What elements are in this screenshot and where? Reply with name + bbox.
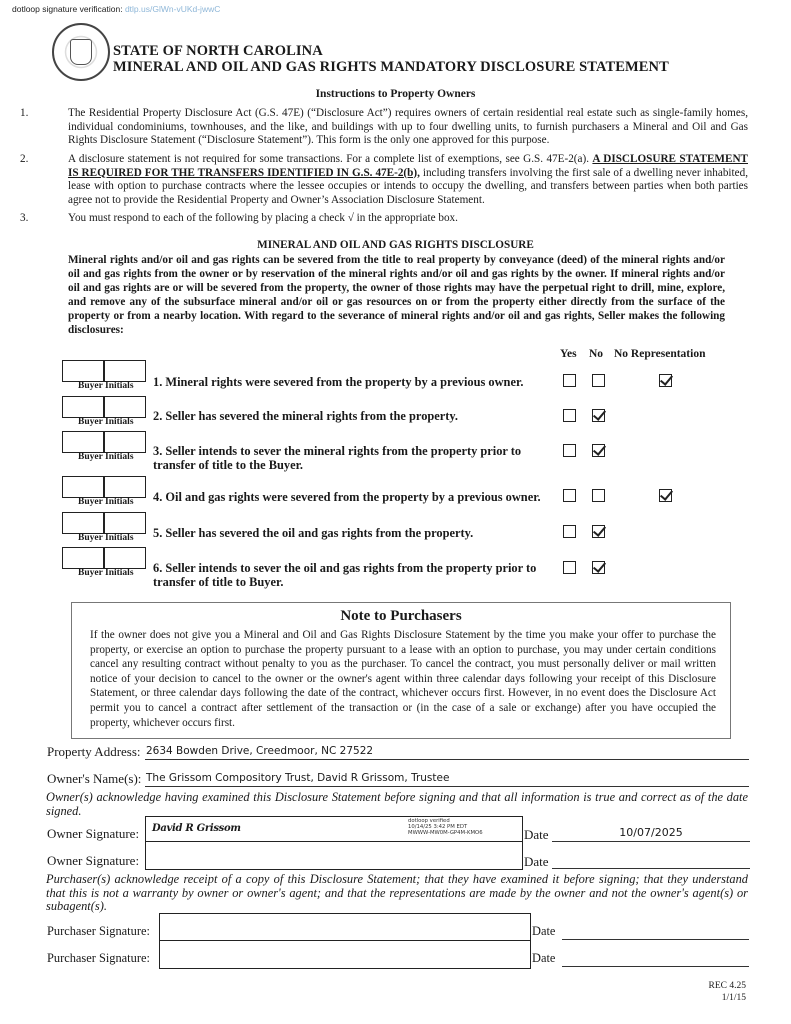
buyer-initial-box[interactable] bbox=[104, 360, 146, 382]
owner-signature-2-label: Owner Signature: bbox=[47, 853, 140, 868]
verification-link[interactable]: dtlp.us/GlWn-vUKd-jwwC bbox=[124, 4, 221, 14]
question-2-yes-checkbox[interactable] bbox=[563, 409, 576, 422]
question-3: 3. Seller intends to sever the mineral rights from the property prior to transfer of title to the Buyer. bbox=[153, 444, 522, 472]
disclosure-heading: MINERAL AND OIL AND GAS RIGHTS DISCLOSURE bbox=[257, 239, 534, 251]
property-address-label: Property Address: bbox=[47, 744, 141, 759]
note-title: Note to Purchasers bbox=[340, 608, 462, 624]
buyer-initial-box[interactable] bbox=[104, 512, 146, 534]
buyer-initials-2: Buyer Initials bbox=[62, 396, 146, 424]
note-body: If the owner does not give you a Mineral and Oil and Gas Rights Disclosure Statement by the time you make your offer to purchase the property, or exercise an option to purchase the property pursuant to a lease with an option to purchase, you may under certain conditions cancel any resulting contract without penalty to you as the purchaser. To cancel the contract, you must personally deliver or mail written notice of your decision to cancel to the owner or the owner's agent within three calendar days following your receipt of this Disclosure Statement, or three calendar days following the date of the contract, whichever occurs first. However, in no event does the Disclosure Act permit you to cancel a contract after settlement of the transaction or (in the case of a sale or exchange) after you have occupied the property, whichever occurs first. bbox=[90, 629, 716, 729]
form-code: REC 4.25 bbox=[708, 981, 746, 991]
buyer-initial-box[interactable] bbox=[62, 396, 104, 418]
buyer-initial-box[interactable] bbox=[104, 396, 146, 418]
question-1: 1. Mineral rights were severed from the property by a previous owner. bbox=[153, 375, 524, 389]
form-revision-date: 1/1/15 bbox=[721, 993, 746, 1003]
question-4-yes-checkbox[interactable] bbox=[563, 489, 576, 502]
owner-names-label: Owner's Name(s): bbox=[47, 771, 142, 786]
column-yes: Yes bbox=[560, 348, 577, 360]
form-title bbox=[113, 43, 669, 75]
question-3-yes-checkbox[interactable] bbox=[563, 444, 576, 457]
column-no-representation: No Representation bbox=[614, 348, 706, 360]
question-6-no-checkbox[interactable] bbox=[592, 561, 605, 574]
buyer-initials-3: Buyer Initials bbox=[62, 431, 146, 459]
question-5: 5. Seller has severed the oil and gas rights from the property. bbox=[153, 526, 474, 540]
purchaser-signature-1-box[interactable] bbox=[159, 913, 531, 942]
buyer-initials-1: Buyer Initials bbox=[62, 360, 146, 388]
owner-names-value[interactable]: The Grissom Compository Trust, David R Grissom, Trustee bbox=[146, 772, 450, 784]
owner-acknowledgment: Owner(s) acknowledge having examined this Disclosure Statement before signing and that all information is true and correct as of the date signed. bbox=[46, 790, 748, 818]
owner-signature-1: David R Grissom bbox=[152, 823, 241, 834]
buyer-initial-box[interactable] bbox=[62, 360, 104, 382]
purchaser-acknowledgment: Purchaser(s) acknowledge receipt of a copy of this Disclosure Statement; that they have examined it before signing; that they understand that this is not a warranty by owner or owner's agent; and that the representations are made by the owner and not the owner's agent(s) or subagent(s). bbox=[46, 872, 748, 913]
purchaser-signature-1-label: Purchaser Signature: bbox=[47, 924, 150, 938]
purchaser-signature-2-date-line bbox=[562, 966, 749, 967]
instruction-item-2: 2. A disclosure statement is not required for some transactions. For a complete list of exemptions, see G.S. 47E-2(a). A DISCLOSURE STATEMENT IS REQUIRED FOR THE TRANSFERS IDENTIFIED IN G.S. 47E-2(b), including transfers involving the first sale of a dwelling never inhabited, lease with option to purchase contracts where the lessee occupies or intends to occupy the dwelling, and transfers between parties when both parties agree not to provide the Residential Property and Owner’s Association Disclosure Statement. bbox=[20, 153, 748, 206]
buyer-initial-box[interactable] bbox=[62, 512, 104, 534]
buyer-initial-box[interactable] bbox=[62, 431, 104, 453]
verification-label: dotloop signature verification: bbox=[12, 4, 123, 14]
owner-signature-1-label: Owner Signature: bbox=[47, 826, 140, 841]
question-5-yes-checkbox[interactable] bbox=[563, 525, 576, 538]
question-1-no-checkbox[interactable] bbox=[592, 374, 605, 387]
question-2: 2. Seller has severed the mineral rights from the property. bbox=[153, 409, 459, 423]
question-2-no-checkbox[interactable] bbox=[592, 409, 605, 422]
question-5-no-checkbox[interactable] bbox=[592, 525, 605, 538]
purchaser-signature-1-date-label: Date bbox=[532, 924, 556, 938]
buyer-initial-box[interactable] bbox=[104, 431, 146, 453]
purchaser-signature-1-date-line bbox=[562, 939, 749, 940]
form-footer bbox=[709, 980, 746, 1004]
instruction-item-1: 1. The Residential Property Disclosure Act (G.S. 47E) (“Disclosure Act”) requires owners of certain residential real estate such as single-family homes, individual condominiums, townhouses, and the like, and buildings with up to four dwelling units, to furnish purchasers a Mineral and Oil and Gas Rights Disclosure Statement (“Disclosure Statement”). This form is the only one approved for this purpose. bbox=[20, 107, 748, 147]
instruction-item-3: 3. You must respond to each of the following by placing a check √ in the appropriate box. bbox=[20, 212, 458, 224]
owner-signature-1-date-label: Date bbox=[524, 827, 549, 842]
nc-real-estate-commission-seal-icon bbox=[52, 23, 110, 81]
buyer-initial-box[interactable] bbox=[104, 547, 146, 569]
title-line-state: STATE OF NORTH CAROLINA bbox=[113, 43, 323, 59]
dotloop-verified-stamp: dotloop verified 10/14/25 3:42 PM EDT MWWW-MW0M-GP4M-KMO6 bbox=[408, 818, 483, 836]
purchaser-signature-2-box[interactable] bbox=[159, 940, 531, 969]
disclosure-body: Mineral rights and/or oil and gas rights can be severed from the title to real property by conveyance (deed) of the mineral rights and/or oil and gas rights from the owner or by reservation of the mineral rights and/or oil and gas rights by the owner. If mineral rights and/or oil and gas rights are or will be severed from the property, the owner of those rights may have the perpetual right to drill, mine, explore, and remove any of the subsurface mineral and/or oil or gas resources on or from the property either directly from the surface of the property or from a nearby location. With regard to the severance of mineral rights and/or oil and gas rights, Seller makes the following disclosures: bbox=[68, 254, 725, 336]
owner-signature-2-date-line bbox=[552, 868, 750, 869]
question-3-no-checkbox[interactable] bbox=[592, 444, 605, 457]
question-6: 6. Seller intends to sever the oil and gas rights from the property prior to transfer of title to Buyer. bbox=[153, 561, 537, 589]
owner-signature-1-date-value[interactable]: 10/07/2025 bbox=[619, 826, 683, 839]
note-to-purchasers bbox=[71, 602, 731, 739]
owner-signature-1-date-line bbox=[552, 841, 750, 842]
question-1-yes-checkbox[interactable] bbox=[563, 374, 576, 387]
required-transfers-notice: A DISCLOSURE STATEMENT IS REQUIRED FOR THE TRANSFERS IDENTIFIED IN G.S. 47E-2(b), bbox=[68, 153, 748, 179]
owner-names-line bbox=[145, 786, 749, 787]
dotloop-verification bbox=[12, 4, 220, 14]
buyer-initial-box[interactable] bbox=[104, 476, 146, 498]
owner-signature-1-box[interactable] bbox=[145, 816, 523, 843]
column-no: No bbox=[589, 348, 604, 360]
question-6-yes-checkbox[interactable] bbox=[563, 561, 576, 574]
purchaser-signature-2-date-label: Date bbox=[532, 951, 556, 965]
buyer-initial-box[interactable] bbox=[62, 476, 104, 498]
buyer-initials-6: Buyer Initials bbox=[62, 547, 146, 575]
instructions-heading: Instructions to Property Owners bbox=[315, 88, 476, 100]
owner-signature-2-date-label: Date bbox=[524, 854, 549, 869]
owner-signature-2-box[interactable] bbox=[145, 841, 523, 870]
property-address-value[interactable]: 2634 Bowden Drive, Creedmoor, NC 27522 bbox=[146, 745, 374, 757]
buyer-initials-4: Buyer Initials bbox=[62, 476, 146, 504]
question-4: 4. Oil and gas rights were severed from the property by a previous owner. bbox=[153, 490, 541, 504]
question-4-no-checkbox[interactable] bbox=[592, 489, 605, 502]
question-4-no-representation-checkbox[interactable] bbox=[659, 489, 672, 502]
question-1-no-representation-checkbox[interactable] bbox=[659, 374, 672, 387]
buyer-initial-box[interactable] bbox=[62, 547, 104, 569]
buyer-initials-5: Buyer Initials bbox=[62, 512, 146, 540]
title-line-form: MINERAL AND OIL AND GAS RIGHTS MANDATORY DISCLOSURE STATEMENT bbox=[113, 59, 669, 75]
purchaser-signature-2-label: Purchaser Signature: bbox=[47, 951, 150, 965]
property-address-line bbox=[145, 759, 749, 760]
